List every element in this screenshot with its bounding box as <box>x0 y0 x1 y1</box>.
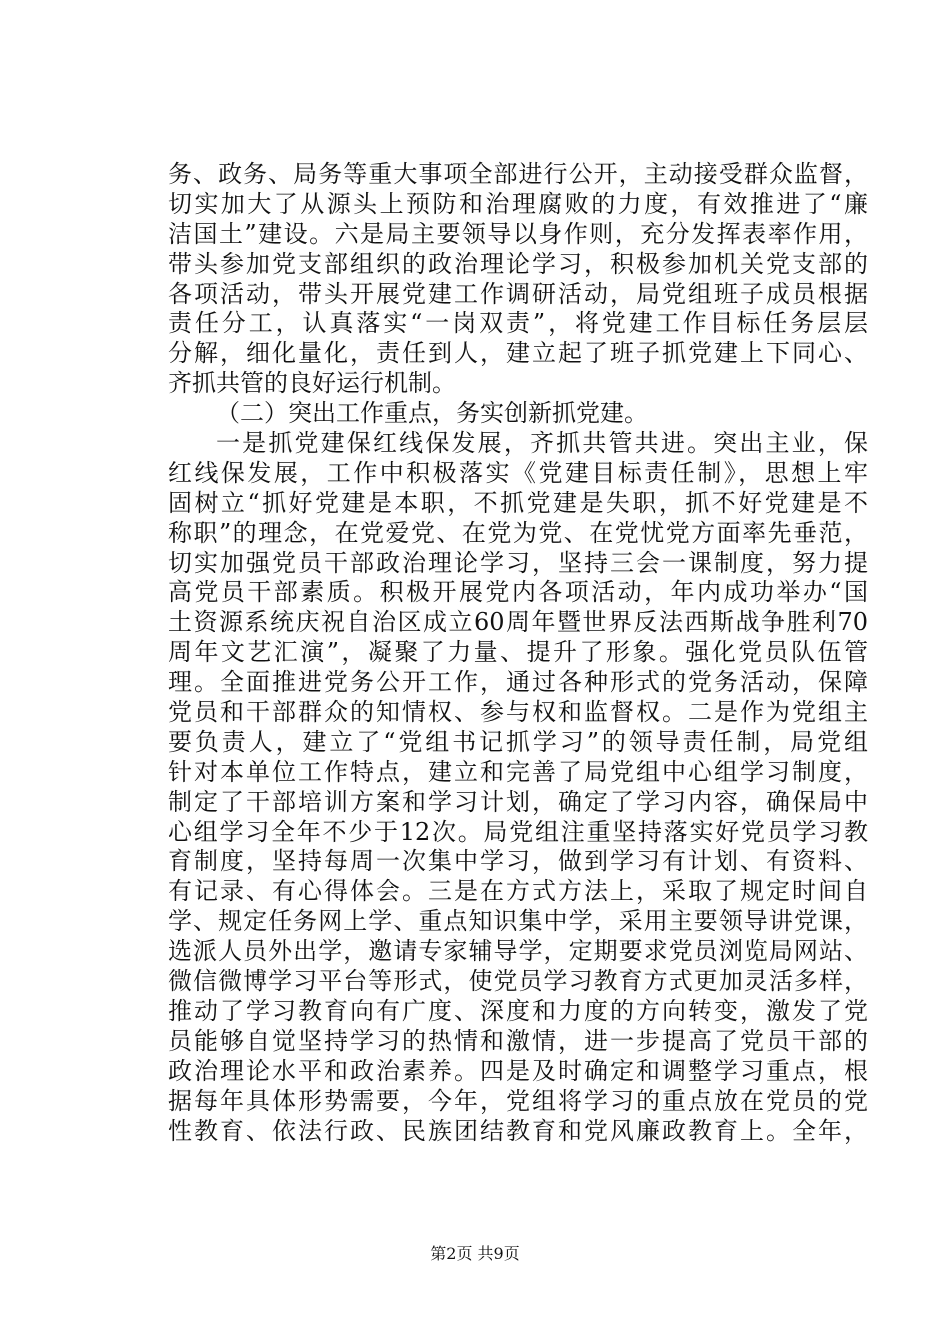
text-line: 有记录、有心得体会。三是在方式方法上，采取了规定时间自 <box>168 877 868 906</box>
text-line: 周年文艺汇演”，凝聚了力量、提升了形象。强化党员队伍管 <box>168 638 868 667</box>
text-line: 据每年具体形势需要，今年，党组将学习的重点放在党员的党 <box>168 1086 868 1115</box>
text-line: 务、政务、局务等重大事项全部进行公开，主动接受群众监督， <box>168 160 868 188</box>
text-line: 推动了学习教育向有广度、深度和力度的方向转变，激发了党 <box>168 996 868 1025</box>
text-line: 洁国土”建设。六是局主要领导以身作则，充分发挥表率作用， <box>168 219 868 248</box>
text-line: 微信微博学习平台等形式，使党员学习教育方式更加灵活多样， <box>168 967 868 996</box>
text-line: 员能够自觉坚持学习的热情和激情，进一步提高了党员干部的 <box>168 1026 868 1055</box>
text-line: 一是抓党建保红线保发展，齐抓共管共进。突出主业，保 <box>216 429 868 458</box>
text-line: 性教育、依法行政、民族团结教育和党风廉政教育上。全年， <box>168 1116 868 1145</box>
text-line: 要负责人，建立了“党组书记抓学习”的领导责任制，局党组 <box>168 727 868 756</box>
text-line: 责任分工，认真落实“一岗双责”，将党建工作目标任务层层 <box>168 309 868 338</box>
page-number-footer: 第2页 共9页 <box>430 1244 520 1263</box>
text-line: 选派人员外出学，邀请专家辅导学，定期要求党员浏览局网站、 <box>168 937 868 966</box>
text-line: 党员和干部群众的知情权、参与权和监督权。二是作为党组主 <box>168 698 868 727</box>
text-line: 土资源系统庆祝自治区成立60周年暨世界反法西斯战争胜利70 <box>168 608 868 637</box>
text-line: 齐抓共管的良好运行机制。 <box>168 369 456 398</box>
text-line: 针对本单位工作特点，建立和完善了局党组中心组学习制度， <box>168 757 868 786</box>
text-line: 红线保发展，工作中积极落实《党建目标责任制》，思想上牢 <box>168 458 868 487</box>
text-line: 学、规定任务网上学、重点知识集中学，采用主要领导讲党课， <box>168 907 868 936</box>
text-line: 心组学习全年不少于12次。局党组注重坚持落实好党员学习教 <box>168 817 868 846</box>
text-line: 各项活动，带头开展党建工作调研活动，局党组班子成员根据 <box>168 279 868 308</box>
text-line: 固树立“抓好党建是本职，不抓党建是失职，抓不好党建是不 <box>168 488 868 517</box>
text-line: 制定了干部培训方案和学习计划，确定了学习内容，确保局中 <box>168 787 868 816</box>
text-line: 育制度，坚持每周一次集中学习，做到学习有计划、有资料、 <box>168 847 868 876</box>
text-line: 称职”的理念，在党爱党、在党为党、在党忧党方面率先垂范， <box>168 518 868 547</box>
text-line: 切实加大了从源头上预防和治理腐败的力度，有效推进了“廉 <box>168 189 868 218</box>
section-heading: （二）突出工作重点，务实创新抓党建。 <box>216 399 648 428</box>
document-body <box>168 160 868 1146</box>
text-line: 分解，细化量化，责任到人，建立起了班子抓党建上下同心、 <box>168 339 868 368</box>
text-line: 理。全面推进党务公开工作，通过各种形式的党务活动，保障 <box>168 668 868 697</box>
text-line: 带头参加党支部组织的政治理论学习，积极参加机关党支部的 <box>168 249 868 278</box>
text-line: 高党员干部素质。积极开展党内各项活动，年内成功举办“国 <box>168 578 868 607</box>
text-line: 切实加强党员干部政治理论学习，坚持三会一课制度，努力提 <box>168 548 868 577</box>
text-line: 政治理论水平和政治素养。四是及时确定和调整学习重点，根 <box>168 1056 868 1085</box>
